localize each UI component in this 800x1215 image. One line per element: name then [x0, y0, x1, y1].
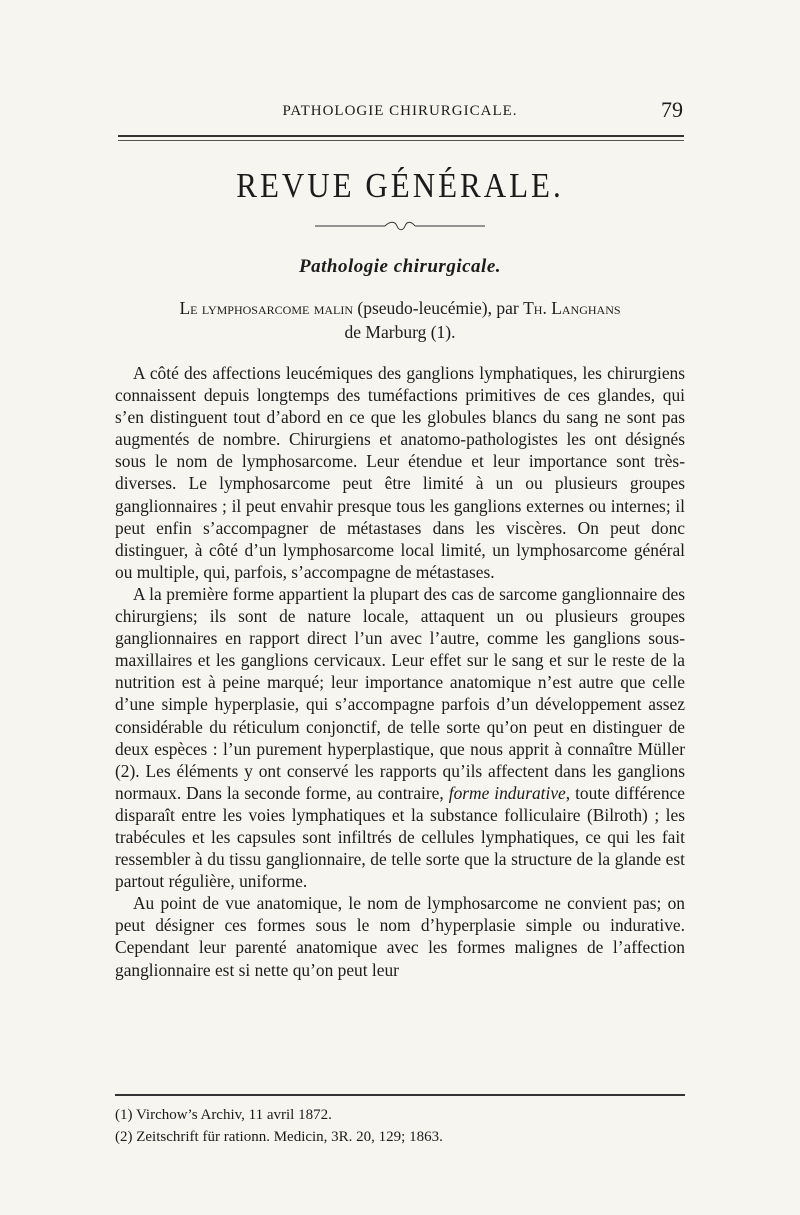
article-title-rest: (pseudo-leucémie), par: [353, 298, 524, 318]
footnote-1: (1) Virchow’s Archiv, 11 avril 1872.: [115, 1107, 332, 1123]
paragraph-2-italic: forme indurative: [448, 782, 566, 803]
footnotes: [115, 1104, 685, 1148]
article-author: Th. Langhans: [523, 298, 621, 318]
running-header: [115, 97, 685, 126]
footnote-2: (2) Zeitschrift für rationn. Medicin, 3R. 20, 129; 1863.: [115, 1129, 443, 1145]
ornament-divider: [315, 218, 485, 232]
section-title: REVUE GÉNÉRALE.: [236, 165, 564, 206]
article-body: [115, 362, 685, 981]
running-title: PATHOLOGIE CHIRURGICALE.: [282, 103, 518, 119]
footnote-rule: [115, 1094, 685, 1096]
article-title: [115, 296, 685, 344]
paragraph-2-part-b: , toute différence disparaît entre les voies lymphatiques et la substance folliculaire (Bilroth) ; les trabécules et les capsules sont infiltrés de cellules lymphatiques, ce qui les fait ressembler à du tissu ganglionnaire, de telle sorte que la structure de la glande est partout régulière, uniforme.: [115, 782, 685, 892]
header-rule: [118, 135, 684, 141]
paragraph-3: Au point de vue anatomique, le nom de lymphosarcome ne convient pas; on peut désigner ces formes sous le nom d’hyperplasie simple ou indurative. Cependant leur parenté anatomique avec les formes malignes de l’affection ganglionnaire est si nette qu’on peut leur: [115, 893, 685, 980]
article-title-main: Le lymphosarcome malin: [179, 298, 354, 318]
article-author-affiliation: de Marburg (1).: [344, 322, 456, 342]
paragraph-1: A côté des affections leucémiques des ganglions lymphatiques, les chirurgiens connaissent depuis longtemps des tuméfactions primitives de ces glandes, qui s’en distinguent tout d’abord en ce que les globules blancs du sang ne sont pas augmentés de nombre. Chirurgiens et anatomo-pathologistes les ont désignés sous le nom de lymphosarcome. Leur étendue et leur importance sont très-diverses. Le lymphosarcome peut être limité à un ou plusieurs groupes ganglionnaires ; il peut envahir presque tous les ganglions externes ou internes; il peut enfin s’accompagner de métastases dans les viscères. On peut donc distinguer, à côté d’un lymphosarcome local limité, un lymphosarcome général ou multiple, qui, parfois, s’accompagne de métastases.: [115, 363, 685, 582]
page-number: 79: [661, 97, 683, 122]
subsection-title: Pathologie chirurgicale.: [299, 256, 501, 277]
paragraph-2: [115, 583, 685, 892]
paragraph-2-part-a: A la première forme appartient la plupart des cas de sarcome ganglionnaire des chirurgiens; ils sont de nature locale, attaquent un ou plusieurs groupes ganglionnaires en rapport direct l’un avec l’autre, comme les ganglions sous-maxillaires et les ganglions cervicaux. Leur effet sur le sang et sur le reste de la nutrition est à peine marqué; leur importance anatomique n’est autre que celle d’une simple hyperplasie, qui s’accompagne parfois d’un développement assez considérable du réticulum conjonctif, de telle sorte qu’on peut en distinguer de deux espèces : l’un purement hyperplastique, que nous apprit à connaître Müller (2). Les éléments y ont conservé les rapports qu’ils affectent dans les ganglions normaux. Dans la seconde forme, au contraire,: [115, 583, 685, 803]
